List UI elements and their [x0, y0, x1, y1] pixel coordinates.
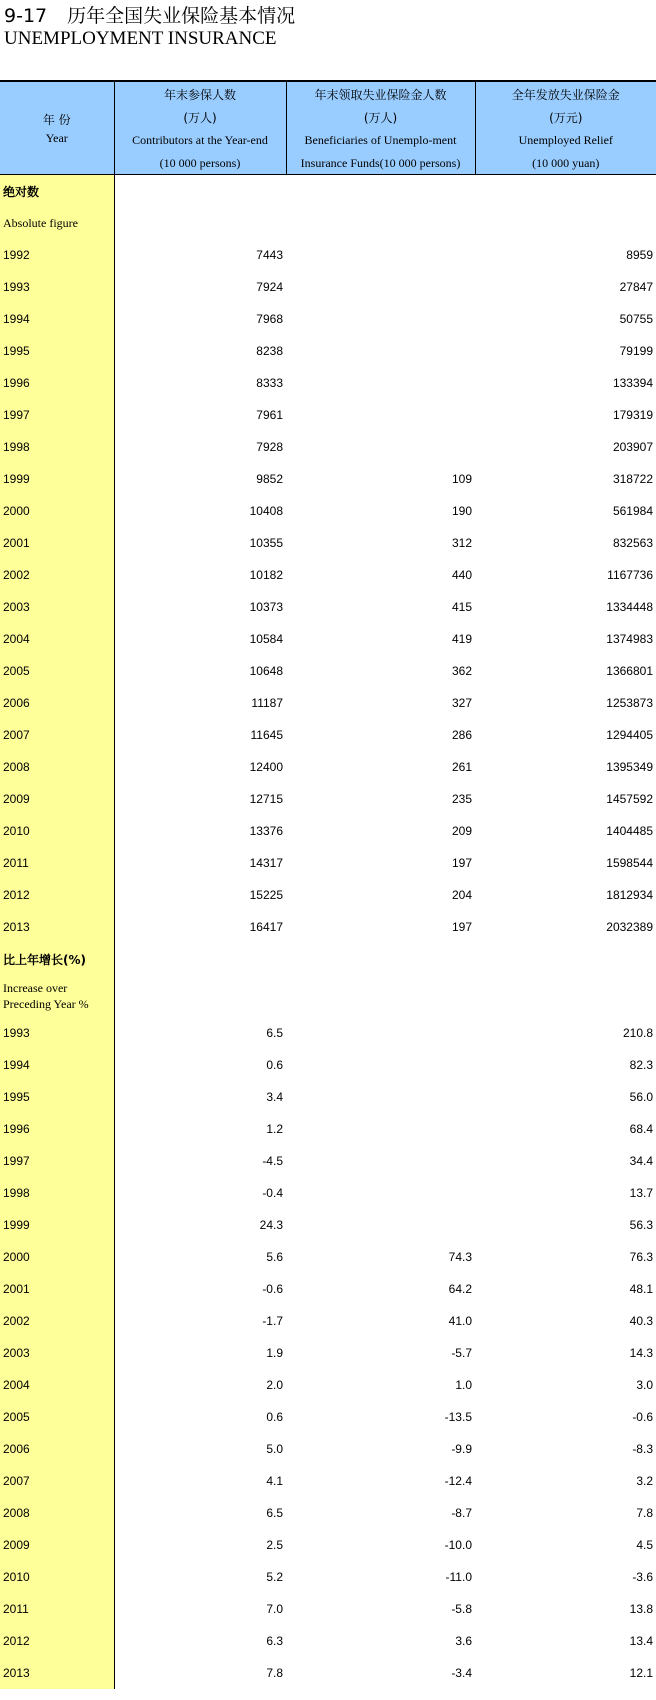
contributors-cell: 0.6 [266, 1058, 283, 1072]
beneficiaries-cell: 362 [451, 664, 472, 678]
contributors-cell: 5.0 [266, 1442, 283, 1456]
contributors-cell: 10355 [249, 536, 283, 550]
table-row [0, 815, 656, 847]
relief-cell: 1253873 [606, 696, 653, 710]
beneficiaries-column-header [286, 81, 475, 175]
beneficiaries-cell: -11.0 [445, 1570, 472, 1584]
relief-header-cn: 全年发放失业保险金 [511, 88, 620, 102]
beneficiaries-cell: 312 [451, 536, 472, 550]
relief-cell: -3.6 [632, 1570, 653, 1584]
beneficiaries-cell: 235 [451, 792, 472, 806]
contributors-cell: 7961 [256, 408, 283, 422]
beneficiaries-cell: 440 [451, 568, 472, 582]
table-row [0, 751, 656, 783]
contributors-cell: 10648 [249, 664, 283, 678]
year-cell: 2004 [0, 623, 114, 655]
contributors-cell: 6.3 [266, 1634, 283, 1648]
year-cell: 2010 [0, 1561, 114, 1593]
contributors-cell: 8238 [256, 344, 283, 358]
year-cell: 2005 [0, 1401, 114, 1433]
section-row-increase-en [0, 975, 656, 1017]
beneficiaries-cell: -5.8 [451, 1602, 472, 1616]
table-row [0, 335, 656, 367]
beneficiaries-cell: 197 [451, 856, 472, 870]
year-cell: 2007 [0, 1465, 114, 1497]
table-row [0, 1401, 656, 1433]
beneficiaries-cell [286, 367, 475, 399]
contributors-cell: -4.5 [262, 1154, 283, 1168]
table-row [0, 783, 656, 815]
beneficiaries-cell [286, 303, 475, 335]
table-row [0, 1561, 656, 1593]
contributors-cell: -1.7 [262, 1314, 283, 1328]
table-title-cn [4, 4, 295, 28]
table-row [0, 1657, 656, 1689]
contributors-cell: 7.0 [266, 1602, 283, 1616]
contributors-cell: 13376 [249, 824, 283, 838]
relief-cell: 1395349 [606, 760, 653, 774]
table-row [0, 719, 656, 751]
year-cell: 2000 [0, 1241, 114, 1273]
beneficiaries-cell: 1.0 [455, 1378, 472, 1392]
contributors-header-unit-en: (10 000 persons) [159, 155, 241, 170]
table-row [0, 463, 656, 495]
table-title-en: UNEMPLOYMENT INSURANCE [4, 28, 277, 49]
year-cell: 1998 [0, 431, 114, 463]
beneficiaries-cell: -3.4 [451, 1666, 472, 1680]
relief-cell: 12.1 [629, 1666, 653, 1680]
relief-cell: -0.6 [632, 1410, 653, 1424]
year-cell: 2000 [0, 495, 114, 527]
relief-column-header [475, 81, 656, 175]
beneficiaries-cell: 3.6 [455, 1634, 472, 1648]
year-cell: 1994 [0, 303, 114, 335]
table-row [0, 367, 656, 399]
year-header-cn: 年 份 [42, 113, 71, 127]
relief-header-unit-cn: (万元) [549, 110, 583, 125]
table-row [0, 399, 656, 431]
table-row [0, 655, 656, 687]
contributors-cell: 10182 [249, 568, 283, 582]
year-cell: 2011 [0, 847, 114, 879]
table-row [0, 1337, 656, 1369]
relief-cell: 4.5 [636, 1538, 653, 1552]
relief-cell: 210.8 [622, 1026, 653, 1040]
relief-cell: 68.4 [629, 1122, 653, 1136]
year-cell: 1993 [0, 1017, 114, 1049]
relief-cell: 79199 [619, 344, 653, 358]
table-title-cn-text: 历年全国失业保险基本情况 [67, 5, 296, 27]
beneficiaries-cell: -13.5 [444, 1410, 472, 1424]
contributors-cell: 5.6 [266, 1250, 283, 1264]
section-row-increase-cn [0, 943, 656, 975]
relief-cell: 318722 [612, 472, 653, 486]
relief-cell: 1167736 [607, 568, 653, 582]
relief-cell: 13.8 [629, 1602, 653, 1616]
contributors-cell: 3.4 [266, 1090, 283, 1104]
relief-cell: 14.3 [629, 1346, 653, 1360]
contributors-cell: 7443 [256, 248, 283, 262]
beneficiaries-cell: 261 [451, 760, 472, 774]
year-cell: 2012 [0, 1625, 114, 1657]
relief-cell: 2032389 [606, 920, 653, 934]
relief-cell: 1404485 [606, 824, 653, 838]
beneficiaries-cell [286, 1081, 475, 1113]
section-label-absolute-en: Absolute figure [0, 207, 114, 239]
relief-cell: 1294405 [606, 728, 653, 742]
year-cell: 2001 [0, 527, 114, 559]
contributors-header-unit-cn: (万人) [183, 110, 217, 125]
year-cell: 2004 [0, 1369, 114, 1401]
beneficiaries-cell: 64.2 [448, 1282, 472, 1296]
beneficiaries-cell [286, 399, 475, 431]
table-row [0, 1049, 656, 1081]
contributors-cell: 7968 [256, 312, 283, 326]
year-cell: 1995 [0, 335, 114, 367]
contributors-header-cn: 年末参保人数 [163, 88, 236, 102]
contributors-cell: 0.6 [266, 1410, 283, 1424]
year-cell: 2002 [0, 1305, 114, 1337]
beneficiaries-header-cn: 年末领取失业保险金人数 [314, 88, 447, 102]
year-cell: 2013 [0, 911, 114, 943]
relief-header-unit-en: (10 000 yuan) [532, 155, 600, 170]
table-row [0, 1625, 656, 1657]
year-cell: 2012 [0, 879, 114, 911]
beneficiaries-cell [286, 239, 475, 271]
contributors-cell: 12715 [249, 792, 283, 806]
table-row [0, 1529, 656, 1561]
header-row [0, 81, 656, 175]
year-cell: 2001 [0, 1273, 114, 1305]
table-row [0, 1241, 656, 1273]
table-body [0, 175, 656, 1690]
table-row [0, 1177, 656, 1209]
year-cell: 2005 [0, 655, 114, 687]
contributors-cell: 16417 [249, 920, 283, 934]
relief-cell: 561984 [612, 504, 653, 518]
section-row-absolute-en [0, 207, 656, 239]
year-cell: 2013 [0, 1657, 114, 1689]
table-row [0, 1081, 656, 1113]
year-cell: 2010 [0, 815, 114, 847]
year-cell: 2011 [0, 1593, 114, 1625]
year-cell: 2009 [0, 783, 114, 815]
contributors-cell: 4.1 [266, 1474, 283, 1488]
relief-cell: 179319 [612, 408, 653, 422]
beneficiaries-cell [286, 1049, 475, 1081]
title-block [4, 4, 295, 50]
table-row [0, 847, 656, 879]
table-row [0, 495, 656, 527]
year-cell: 1994 [0, 1049, 114, 1081]
contributors-cell: 1.2 [266, 1122, 283, 1136]
table-row [0, 1465, 656, 1497]
section-label-increase-en: Increase over Preceding Year % [0, 975, 114, 1017]
year-cell: 1999 [0, 1209, 114, 1241]
year-cell: 2008 [0, 751, 114, 783]
beneficiaries-header-unit-en: Insurance Funds(10 000 persons) [300, 155, 461, 170]
beneficiaries-cell: -8.7 [451, 1506, 472, 1520]
contributors-cell: 6.5 [266, 1506, 283, 1520]
relief-cell: 76.3 [629, 1250, 653, 1264]
beneficiaries-cell: 286 [451, 728, 472, 742]
year-cell: 1996 [0, 367, 114, 399]
table-row [0, 271, 656, 303]
relief-cell: 13.7 [629, 1186, 653, 1200]
relief-cell: 1812934 [606, 888, 653, 902]
beneficiaries-cell [286, 1209, 475, 1241]
beneficiaries-cell [286, 1177, 475, 1209]
contributors-cell: 6.5 [266, 1026, 283, 1040]
beneficiaries-cell [286, 1145, 475, 1177]
table-row [0, 1273, 656, 1305]
beneficiaries-cell: 327 [451, 696, 472, 710]
relief-cell: 203907 [612, 440, 653, 454]
contributors-cell: -0.6 [262, 1282, 283, 1296]
relief-cell: 7.8 [636, 1506, 653, 1520]
relief-cell: 27847 [619, 280, 653, 294]
table-row [0, 239, 656, 271]
relief-cell: 8959 [626, 248, 653, 262]
beneficiaries-cell: 190 [451, 504, 472, 518]
year-cell: 1992 [0, 239, 114, 271]
beneficiaries-cell: 209 [451, 824, 472, 838]
table-row [0, 911, 656, 943]
beneficiaries-cell: 419 [451, 632, 472, 646]
beneficiaries-cell: 197 [451, 920, 472, 934]
beneficiaries-cell [286, 1113, 475, 1145]
contributors-header-en: Contributors at the Year-end [132, 133, 268, 148]
contributors-cell: 11645 [250, 728, 283, 742]
relief-cell: 1457592 [606, 792, 653, 806]
relief-cell: 50755 [619, 312, 653, 326]
year-cell: 2009 [0, 1529, 114, 1561]
year-cell: 2003 [0, 1337, 114, 1369]
year-cell: 2007 [0, 719, 114, 751]
table-number: 9-17 [4, 5, 48, 27]
contributors-cell: 10373 [249, 600, 283, 614]
unemployment-insurance-table [0, 80, 656, 1689]
beneficiaries-cell: -10.0 [444, 1538, 472, 1552]
year-cell: 1996 [0, 1113, 114, 1145]
contributors-cell: 7924 [256, 280, 283, 294]
relief-cell: 3.2 [636, 1474, 653, 1488]
relief-cell: 13.4 [629, 1634, 653, 1648]
contributors-cell: 8333 [256, 376, 283, 390]
relief-cell: 82.3 [629, 1058, 653, 1072]
table-row [0, 1305, 656, 1337]
year-cell: 2002 [0, 559, 114, 591]
relief-cell: 56.0 [629, 1090, 653, 1104]
relief-cell: 48.1 [629, 1282, 653, 1296]
contributors-cell: 11187 [251, 696, 283, 710]
year-cell: 1999 [0, 463, 114, 495]
table-row [0, 1497, 656, 1529]
contributors-cell: 9852 [256, 472, 283, 486]
beneficiaries-cell [286, 335, 475, 367]
relief-cell: 1334448 [606, 600, 653, 614]
year-cell: 1998 [0, 1177, 114, 1209]
section-label-increase-cn: 比上年增长(%) [0, 943, 114, 975]
table-row [0, 1593, 656, 1625]
relief-cell: 40.3 [629, 1314, 653, 1328]
contributors-cell: 24.3 [259, 1218, 283, 1232]
year-cell: 2003 [0, 591, 114, 623]
relief-cell: 1366801 [606, 664, 653, 678]
beneficiaries-cell [286, 431, 475, 463]
contributors-cell: 5.2 [266, 1570, 283, 1584]
contributors-cell: 7.8 [266, 1666, 283, 1680]
relief-cell: 832563 [612, 536, 653, 550]
beneficiaries-cell: 204 [451, 888, 472, 902]
table-row [0, 431, 656, 463]
relief-cell: 133394 [612, 376, 653, 390]
relief-cell: 56.3 [629, 1218, 653, 1232]
contributors-cell: 10584 [249, 632, 283, 646]
beneficiaries-header-en: Beneficiaries of Unemplo-ment [304, 133, 457, 148]
year-cell: 1993 [0, 271, 114, 303]
contributors-cell: 1.9 [266, 1346, 283, 1360]
contributors-cell: 10408 [249, 504, 283, 518]
beneficiaries-cell: 415 [451, 600, 472, 614]
contributors-column-header [114, 81, 286, 175]
year-column-header [0, 81, 114, 175]
contributors-cell: 14317 [249, 856, 283, 870]
table-row [0, 527, 656, 559]
year-cell: 1995 [0, 1081, 114, 1113]
table-row [0, 623, 656, 655]
relief-header-en: Unemployed Relief [518, 133, 613, 148]
beneficiaries-cell: -5.7 [451, 1346, 472, 1360]
beneficiaries-cell [286, 1017, 475, 1049]
contributors-cell: 15225 [249, 888, 283, 902]
year-cell: 1997 [0, 1145, 114, 1177]
relief-cell: 1598544 [606, 856, 653, 870]
beneficiaries-cell: 74.3 [448, 1250, 472, 1264]
beneficiaries-cell: -9.9 [451, 1442, 472, 1456]
table-row [0, 1145, 656, 1177]
table-row [0, 687, 656, 719]
beneficiaries-cell: 41.0 [448, 1314, 472, 1328]
year-cell: 1997 [0, 399, 114, 431]
contributors-cell: 2.0 [266, 1378, 283, 1392]
table-row [0, 1209, 656, 1241]
beneficiaries-cell: 109 [451, 472, 472, 486]
relief-cell: 1374983 [606, 632, 653, 646]
relief-cell: -8.3 [632, 1442, 653, 1456]
relief-cell: 3.0 [636, 1378, 653, 1392]
table-row [0, 1433, 656, 1465]
table-row [0, 879, 656, 911]
table-row [0, 1017, 656, 1049]
table-row [0, 303, 656, 335]
beneficiaries-cell: -12.4 [444, 1474, 472, 1488]
table-row [0, 559, 656, 591]
year-cell: 2006 [0, 1433, 114, 1465]
relief-cell: 34.4 [629, 1154, 653, 1168]
section-row-absolute-cn [0, 175, 656, 208]
contributors-cell: 2.5 [266, 1538, 283, 1552]
year-cell: 2008 [0, 1497, 114, 1529]
contributors-cell: -0.4 [262, 1186, 283, 1200]
beneficiaries-header-unit-cn: (万人) [363, 110, 398, 125]
table-row [0, 1369, 656, 1401]
contributors-cell: 7928 [256, 440, 283, 454]
table-row [0, 591, 656, 623]
year-cell: 2006 [0, 687, 114, 719]
table-row [0, 1113, 656, 1145]
section-label-absolute-cn: 绝对数 [0, 175, 114, 208]
year-header-en: Year [45, 131, 68, 145]
beneficiaries-cell [286, 271, 475, 303]
contributors-cell: 12400 [249, 760, 283, 774]
